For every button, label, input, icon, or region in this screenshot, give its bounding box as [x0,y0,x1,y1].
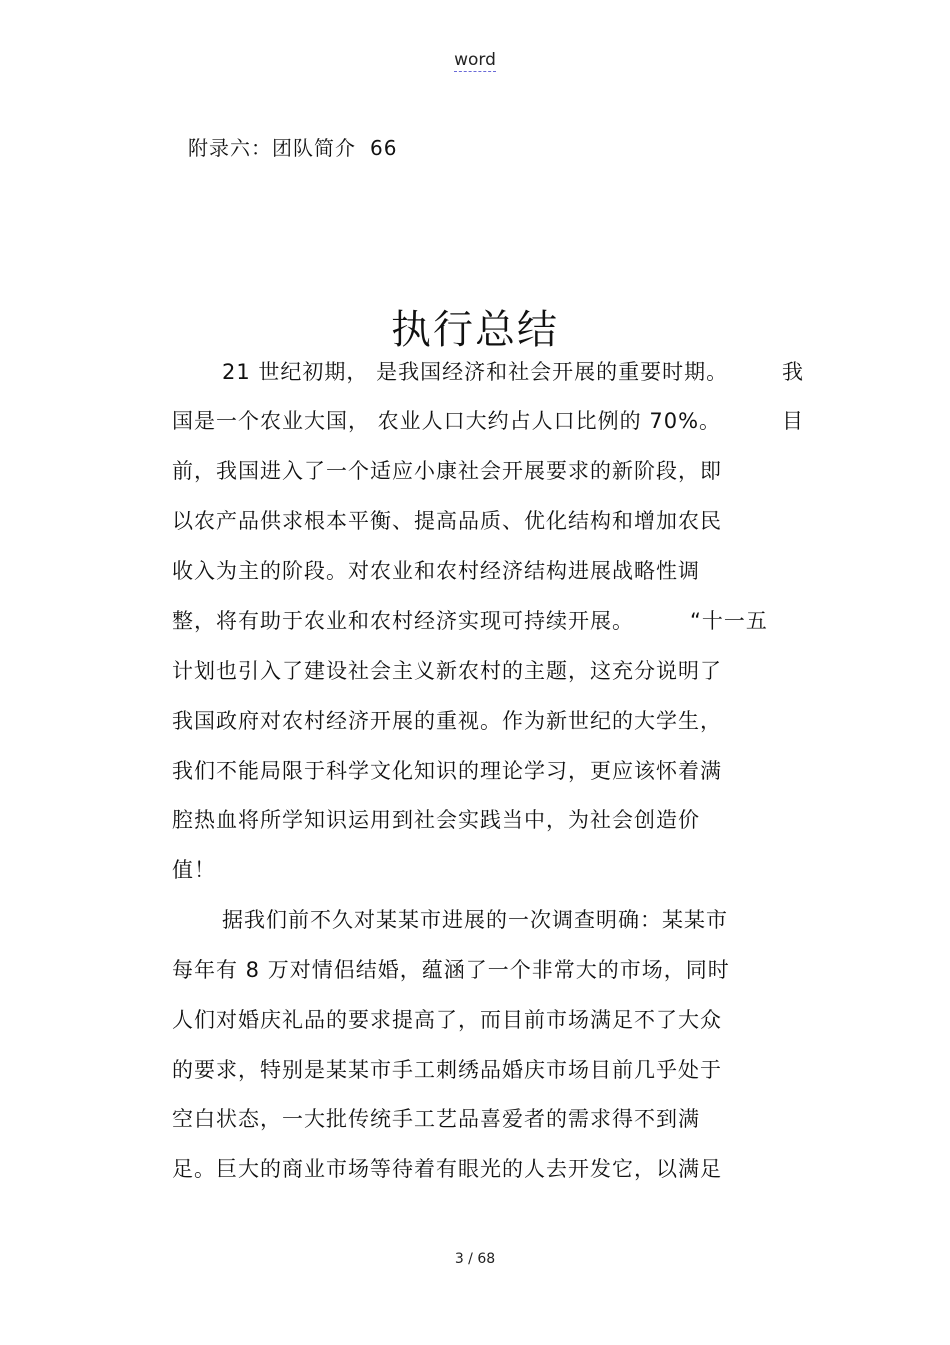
toc-entry-page: 66 [370,136,398,160]
paragraph-line-tail: 目 [782,409,804,433]
page-indicator: 3 / 68 [454,1251,496,1267]
paragraph-line: 整，将有助于农业和农村经济实现可持续开展。 [172,609,634,633]
toc-entry-label: 附录六：团队简介 [188,136,356,160]
paragraph-line: 据我们前不久对某某市进展的一次调查明确：某某市 [222,908,728,932]
paragraph-line: 21 世纪初期， 是我国经济和社会开展的重要时期。 [222,360,729,384]
paragraph-line: 值！ [172,858,216,882]
section-title: 执行总结 [391,307,559,353]
page-header [0,50,950,70]
paragraph-line: 的要求，特别是某某市手工刺绣品婚庆市场目前几乎处于 [172,1058,722,1082]
header-label: word [454,50,496,70]
paragraph-line: 收入为主的阶段。对农业和农村经济结构进展战略性调 [172,559,700,583]
toc-entry [188,132,397,161]
paragraph-line-tail: “十一五 [690,609,768,633]
paragraph-line-tail: 我 [782,360,804,384]
paragraph-line: 以农产品供求根本平衡、提高品质、优化结构和增加农民 [172,509,722,533]
paragraph-line: 足。巨大的商业市场等待着有眼光的人去开发它，以满足 [172,1157,722,1181]
paragraph-line: 前，我国进入了一个适应小康社会开展要求的新阶段，即 [172,459,722,483]
paragraph-line: 每年有 8 万对情侣结婚，蕴涵了一个非常大的市场，同时 [172,958,730,982]
paragraph-line: 腔热血将所学知识运用到社会实践当中，为社会创造价 [172,808,700,832]
paragraph-line: 人们对婚庆礼品的要求提高了，而目前市场满足不了大众 [172,1008,722,1032]
paragraph-line: 我们不能局限于科学文化知识的理论学习，更应该怀着满 [172,759,722,783]
paragraph-line: 国是一个农业大国， 农业人口大约占人口比例的 70%。 [172,409,722,433]
paragraph-line: 我国政府对农村经济开展的重视。作为新世纪的大学生， [172,709,722,733]
paragraph-line: 空白状态，一大批传统手工艺品喜爱者的需求得不到满 [172,1107,700,1131]
paragraph-line: 计划也引入了建设社会主义新农村的主题，这充分说明了 [172,659,722,683]
